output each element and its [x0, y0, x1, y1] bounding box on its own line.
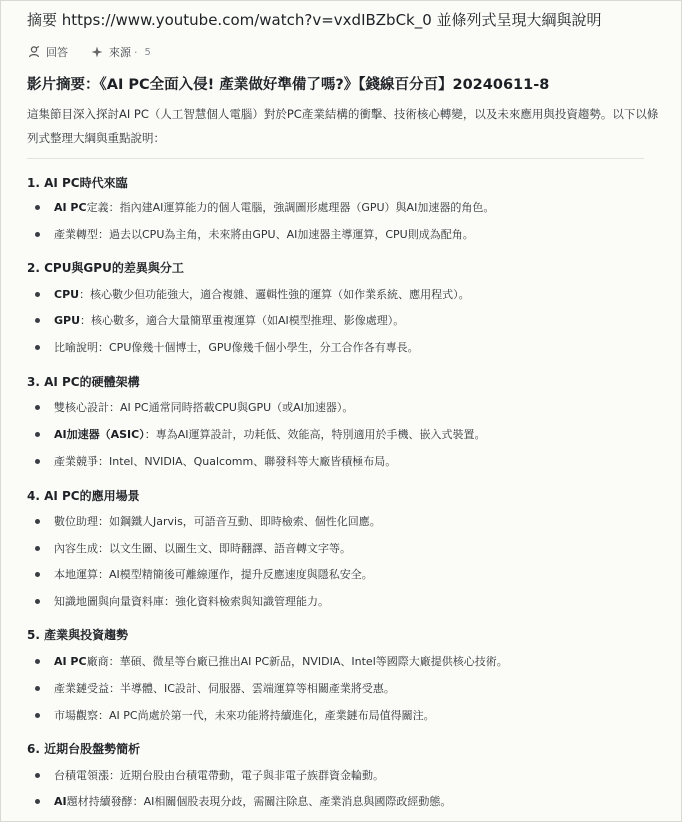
- tab-sources[interactable]: [90, 44, 151, 60]
- list-item: [35, 513, 381, 531]
- item-term: AI PC: [54, 201, 87, 214]
- bullet-icon: [35, 686, 40, 691]
- item-text: ：專為AI運算設計，功耗低、效能高，特別適用於手機、嵌入式裝置。: [144, 428, 486, 441]
- item-term: AI加速器（ASIC）: [54, 428, 145, 441]
- item-text: 數位助理：如鋼鐵人Jarvis，可語音互動、即時檢索、個性化回應。: [54, 515, 381, 528]
- item-text: 產業競爭：Intel、NVIDIA、Qualcomm、聯發科等大廠皆積極布局。: [54, 455, 397, 468]
- list-item: [35, 793, 451, 811]
- page-title: 影片摘要：《AI PC全面入侵! 產業做好準備了嗎?》【錢線百分百】20240611-8: [27, 77, 550, 93]
- item-term: AI: [54, 795, 67, 808]
- bullet-icon: [35, 599, 40, 604]
- tab-sources-label: 來源: [109, 46, 131, 59]
- result-tabs: [27, 43, 173, 61]
- item-term: AI PC: [54, 655, 87, 668]
- item-text: 雙核心設計：AI PC通常同時搭載CPU與GPU（或AI加速器）。: [54, 401, 354, 414]
- bullet-icon: [35, 773, 40, 778]
- list-item: [35, 399, 353, 417]
- list-item: [35, 199, 494, 217]
- bullet-icon: [35, 232, 40, 237]
- list-item: [35, 707, 435, 725]
- list-item: [35, 226, 474, 244]
- separator-dot: ·: [134, 45, 138, 59]
- bullet-icon: [35, 459, 40, 464]
- list-item: [35, 426, 486, 444]
- item-text: 市場觀察：AI PC尚處於第一代，未來功能將持續進化，產業鏈布局值得關注。: [54, 709, 435, 722]
- list-item: [35, 312, 404, 330]
- bullet-icon: [35, 292, 40, 297]
- bullet-icon: [35, 572, 40, 577]
- item-text: 知識地圖與向量資料庫：強化資料檢索與知識管理能力。: [54, 595, 329, 608]
- section-heading: 6. 近期台股盤勢簡析: [27, 742, 141, 756]
- list-item: [35, 453, 396, 471]
- bullet-icon: [35, 799, 40, 804]
- item-text: 廠商：華碩、微星等台廠已推出AI PC新品，NVIDIA、Intel等國際大廠提供核心技術。: [86, 655, 508, 668]
- query-text: 摘要 https://www.youtube.com/watch?v=vxdIBZbCk_0 並條列式呈現大綱與說明: [27, 11, 602, 29]
- section-heading: 4. AI PC的應用場景: [27, 489, 140, 503]
- intro-paragraph: 這集節目深入探討AI PC（人工智慧個人電腦）對於PC產業結構的衝擊、技術核心轉變，以及未來應用與投資趨勢。以下以條列式整理大綱與重點說明：: [27, 107, 659, 145]
- list-item: [35, 593, 329, 611]
- tab-answer[interactable]: [27, 44, 68, 60]
- item-text: ：核心數多，適合大量簡單重複運算（如AI模型推理、影像處理）。: [80, 314, 405, 327]
- list-item: [35, 566, 373, 584]
- list-item: [35, 286, 470, 304]
- item-text: 內容生成：以文生圖、以圖生文、即時翻譯、語音轉文字等。: [54, 542, 351, 555]
- item-text: ：核心數少但功能強大，適合複雜、邏輯性強的運算（如作業系統、應用程式）。: [79, 288, 470, 301]
- list-item: [35, 767, 384, 785]
- bullet-icon: [35, 713, 40, 718]
- item-text: 題材持續發酵：AI相關個股表現分歧，需關注除息、產業消息與國際政經動態。: [66, 795, 452, 808]
- section-heading: 1. AI PC時代來臨: [27, 176, 128, 190]
- list-item: [35, 540, 351, 558]
- bullet-icon: [35, 405, 40, 410]
- item-text: 產業轉型：過去以CPU為主角，未來將由GPU、AI加速器主導運算，CPU則成為配角。: [54, 228, 474, 241]
- item-text: 產業鏈受益：半導體、IC設計、伺服器、雲端運算等相關產業將受惠。: [54, 682, 395, 695]
- list-item: [35, 680, 395, 698]
- tab-answer-label: 回答: [46, 46, 68, 59]
- list-item: [35, 339, 419, 357]
- item-text: 定義：指內建AI運算能力的個人電腦，強調圖形處理器（GPU）與AI加速器的角色。: [86, 201, 495, 214]
- list-item: [35, 653, 508, 671]
- item-term: CPU: [54, 288, 80, 301]
- item-text: 台積電領漲：近期台股由台積電帶動，電子與非電子族群資金輪動。: [54, 769, 384, 782]
- sources-count: 5: [144, 46, 151, 58]
- item-text: 本地運算：AI模型精簡後可離線運作，提升反應速度與隱私安全。: [54, 568, 373, 581]
- bullet-icon: [35, 432, 40, 437]
- bullet-icon: [35, 345, 40, 350]
- divider: [27, 158, 644, 159]
- bullet-icon: [35, 519, 40, 524]
- sources-icon: [90, 45, 104, 59]
- section-heading: 5. 產業與投資趨勢: [27, 628, 129, 642]
- bullet-icon: [35, 546, 40, 551]
- answer-icon: [27, 45, 41, 59]
- bullet-icon: [35, 205, 40, 210]
- item-text: 比喻說明：CPU像幾十個博士，GPU像幾千個小學生，分工合作各有專長。: [54, 341, 419, 354]
- bullet-icon: [35, 318, 40, 323]
- item-term: GPU: [54, 314, 81, 327]
- section-heading: 3. AI PC的硬體架構: [27, 375, 140, 389]
- section-heading: 2. CPU與GPU的差異與分工: [27, 261, 184, 275]
- bullet-icon: [35, 659, 40, 664]
